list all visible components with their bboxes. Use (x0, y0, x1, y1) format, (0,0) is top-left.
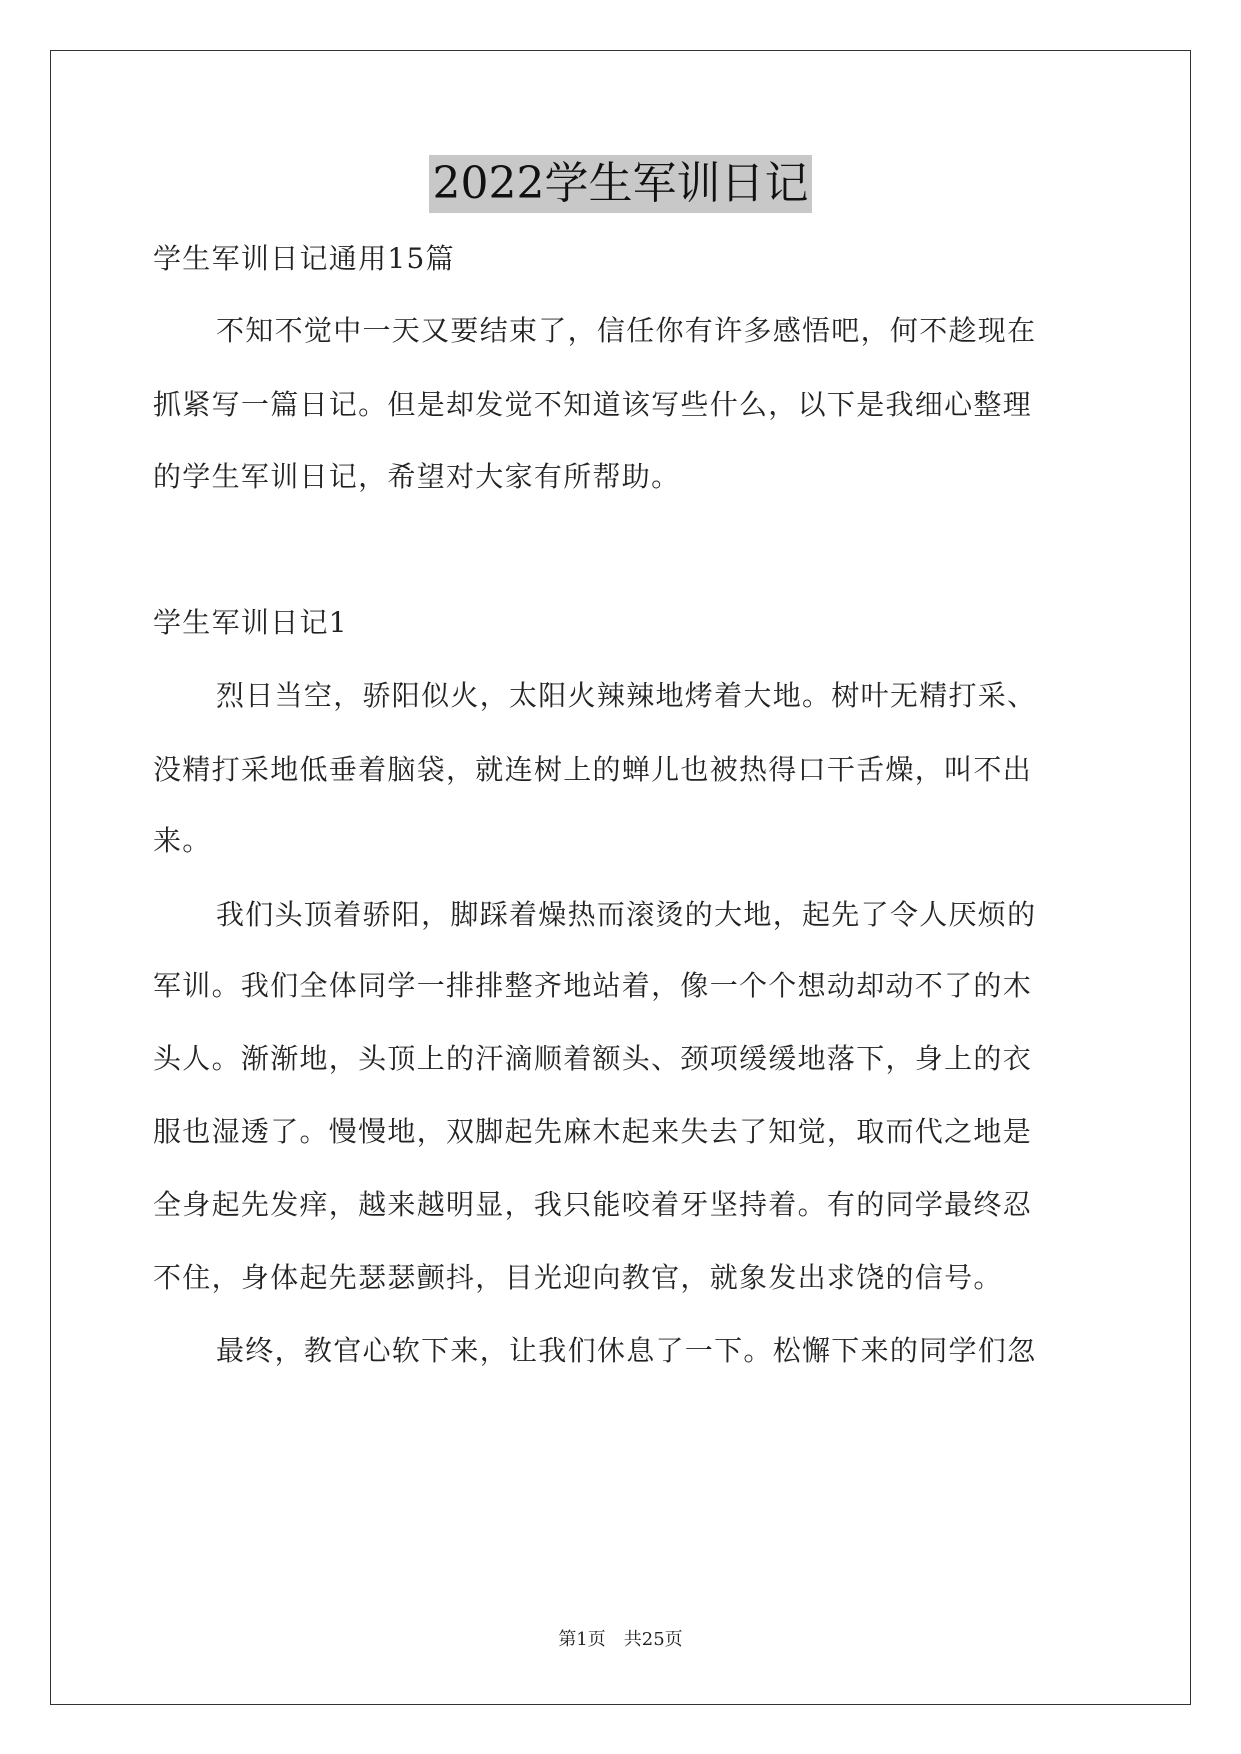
paragraph-line: 我们头顶着骄阳，脚踩着燥热而滚烫的大地，起先了令人厌烦的 (216, 898, 1037, 931)
section-heading: 学生军训日记1 (153, 606, 348, 639)
intro-line: 的学生军训日记，希望对大家有所帮助。 (153, 460, 681, 493)
paragraph-line: 最终，教官心软下来，让我们休息了一下。松懈下来的同学们忽 (216, 1334, 1037, 1367)
paragraph-line: 军训。我们全体同学一排排整齐地站着，像一个个想动却动不了的木 (153, 969, 1033, 1002)
paragraph-line: 不住，身体起先瑟瑟颤抖，目光迎向教官，就象发出求饶的信号。 (153, 1261, 1003, 1294)
page-footer: 第1页 共25页 (558, 1629, 683, 1650)
subtitle: 学生军训日记通用15篇 (153, 242, 455, 275)
title-container (0, 155, 1241, 213)
intro-line: 不知不觉中一天又要结束了，信任你有许多感悟吧，何不趁现在 (216, 314, 1037, 347)
paragraph-line: 服也湿透了。慢慢地，双脚起先麻木起来失去了知觉，取而代之地是 (153, 1115, 1033, 1148)
paragraph-line: 烈日当空，骄阳似火，太阳火辣辣地烤着大地。树叶无精打采、 (216, 679, 1037, 712)
intro-line: 抓紧写一篇日记。但是却发觉不知道该写些什么，以下是我细心整理 (153, 388, 1033, 421)
paragraph-line: 头人。渐渐地，头顶上的汗滴顺着额头、颈项缓缓地落下，身上的衣 (153, 1042, 1033, 1075)
page-border (50, 50, 1191, 1705)
document-title: 2022学生军训日记 (429, 155, 813, 213)
paragraph-line: 全身起先发痒，越来越明显，我只能咬着牙坚持着。有的同学最终忍 (153, 1188, 1033, 1221)
paragraph-line: 没精打采地低垂着脑袋，就连树上的蝉儿也被热得口干舌燥，叫不出 (153, 753, 1033, 786)
paragraph-line: 来。 (153, 824, 212, 857)
